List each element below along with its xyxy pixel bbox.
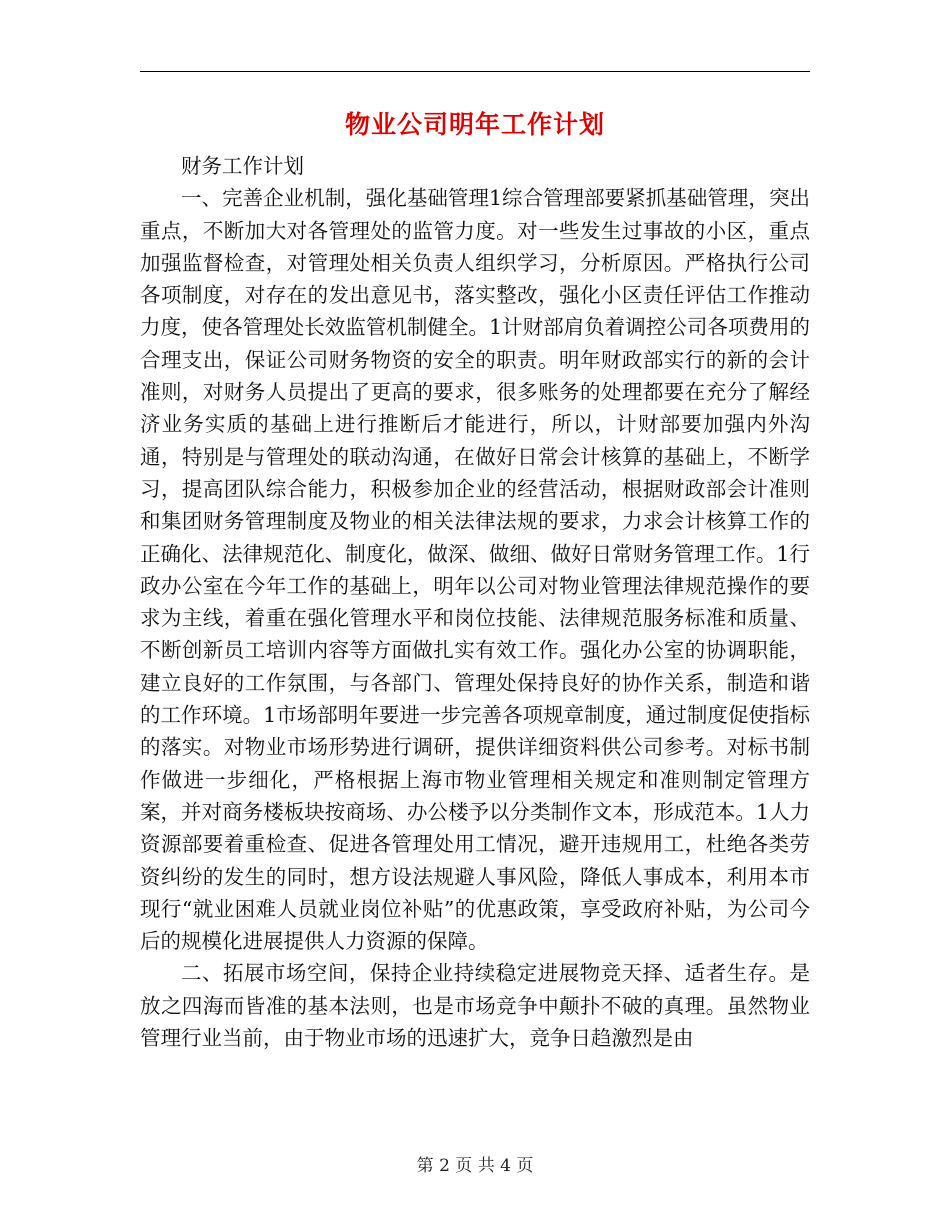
document-body <box>140 150 810 1054</box>
paragraph-2: 二、拓展市场空间，保持企业持续稳定进展物竞天择、适者生存。是放之四海而皆准的基本法则，也是市场竞争中颠扑不破的真理。虽然物业管理行业当前，由于物业市场的迅速扩大，竞争日趋激烈是由 <box>140 961 810 1051</box>
document-title: 物业公司明年工作计划 <box>344 110 605 139</box>
section-heading: 财务工作计划 <box>181 154 304 178</box>
paragraph-1: 一、完善企业机制，强化基础管理1综合管理部要紧抓基础管理，突出重点，不断加大对各管理处的监管力度。对一些发生过事故的小区，重点加强监督检查，对管理处相关负责人组织学习，分析原因。严格执行公司各项制度，对存在的发出意见书，落实整改，强化小区责任评估工作推动力度，使各管理处长效监管机制健全。1计财部肩负着调控公司各项费用的合理支出，保证公司财务物资的安全的职责。明年财政部实行的新的会计准则，对财务人员提出了更高的要求，很多账务的处理都要在充分了解经济业务实质的基础上进行推断后才能进行，所以，计财部要加强内外沟通，特别是与管理处的联动沟通，在做好日常会计核算的基础上，不断学习，提高团队综合能力，积极参加企业的经营活动，根据财政部会计准则和集团财务管理制度及物业的相关法律法规的要求，力求会计核算工作的正确化、法律规范化、制度化，做深、做细、做好日常财务管理工作。1行政办公室在今年工作的基础上，明年以公司对物业管理法律规范操作的要求为主线，着重在强化管理水平和岗位技能、法律规范服务标准和质量、不断创新员工培训内容等方面做扎实有效工作。强化办公室的协调职能，建立良好的工作氛围，与各部门、管理处保持良好的协作关系，制造和谐的工作环境。1市场部明年要进一步完善各项规章制度，通过制度促使指标的落实。对物业市场形势进行调研，提供详细资料供公司参考。对标书制作做进一步细化，严格根据上海市物业管理相关规定和准则制定管理方案，并对商务楼板块按商场、办公楼予以分类制作文本，形成范本。1人力资源部要着重检查、促进各管理处用工情况，避开违规用工，杜绝各类劳资纠纷的发生的同时，想方设法规避人事风险，降低人事成本，利用本市现行“就业困难人员就业岗位补贴”的优惠政策，享受政府补贴，为公司今后的规模化进展提供人力资源的保障。 <box>140 186 810 954</box>
page-number-footer: 第 2 页 共 4 页 <box>416 1156 534 1176</box>
header-rule <box>140 71 810 72</box>
